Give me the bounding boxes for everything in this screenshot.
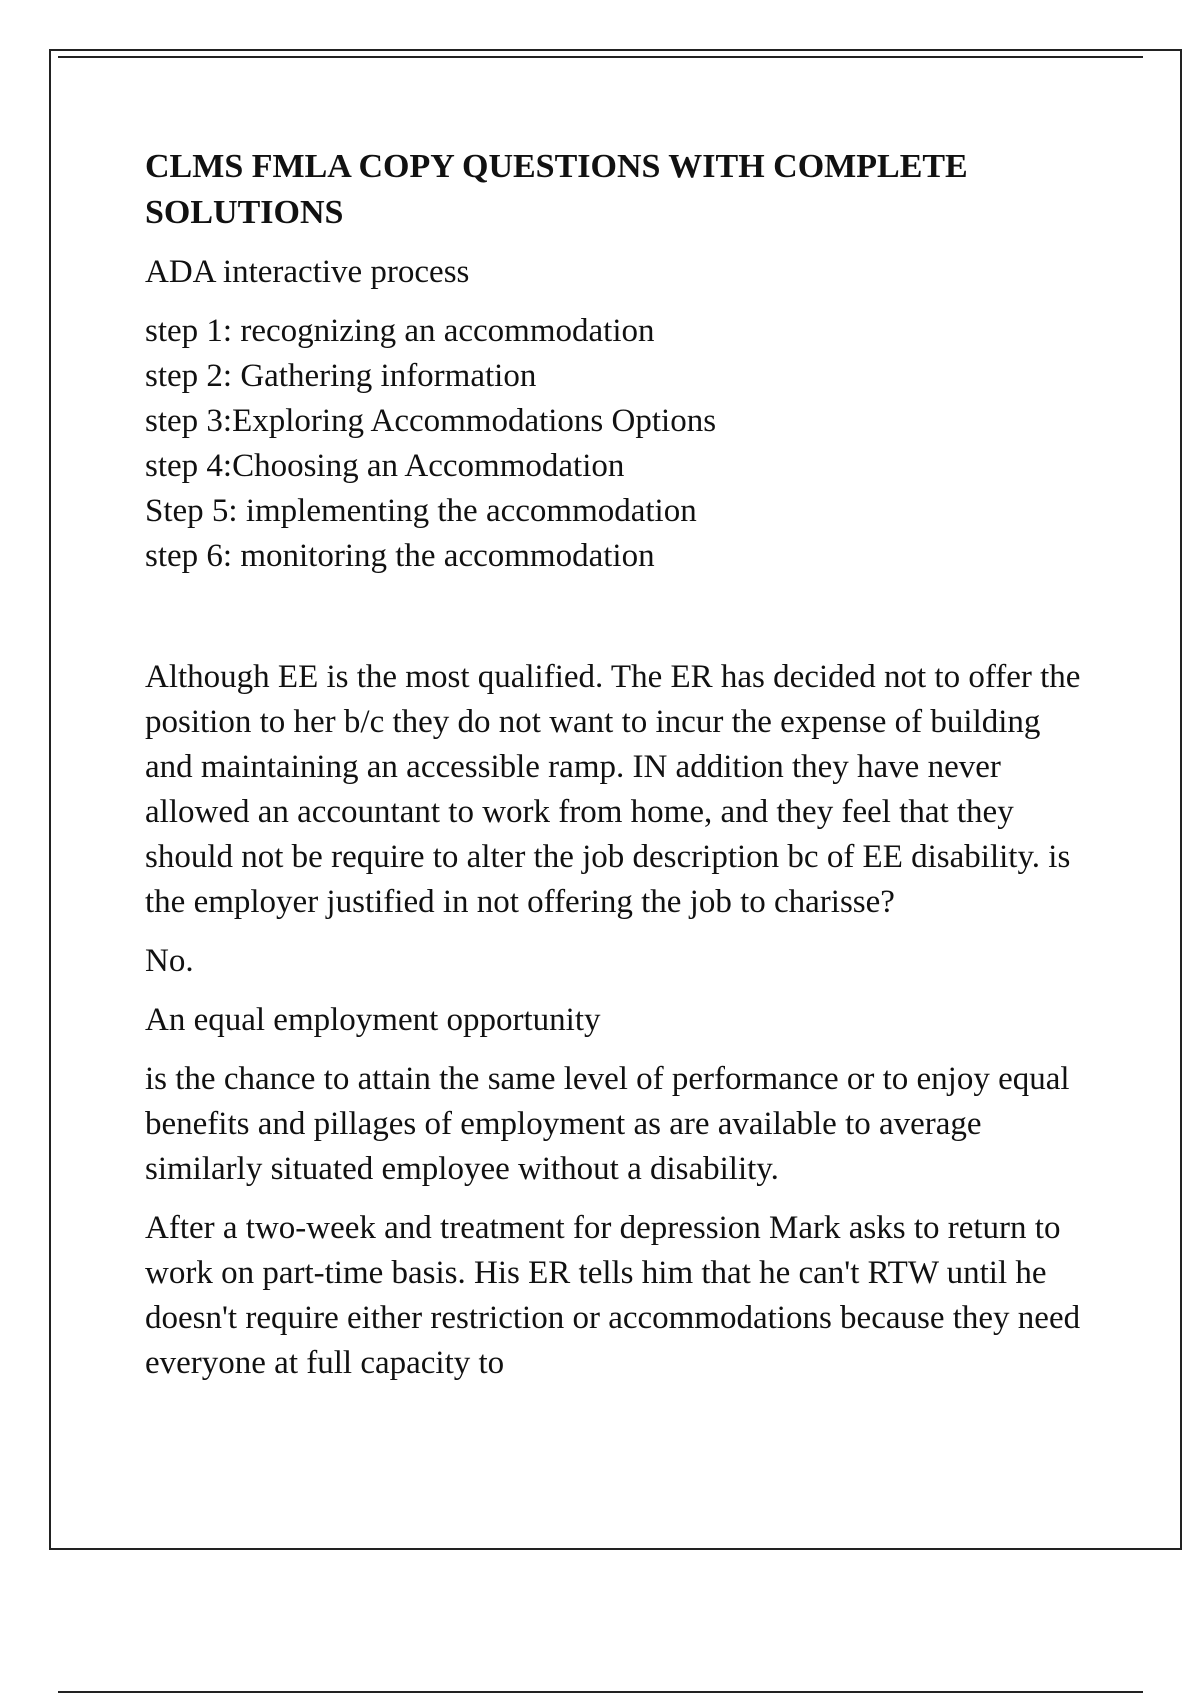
question-accessible-ramp: Although EE is the most qualified. The ER has decided not to offer the position to her b/c they do not want to incur the expense of building and maintaining an accessible ramp. IN addition they have never allowed an accountant to work from home, and they feel that they should not be require to alter the job description bc of EE disability. is the employer justified in not offering the job to charisse?: [145, 659, 1081, 920]
step-item: step 4:Choosing an Accommodation: [145, 448, 625, 484]
document-body: [145, 144, 1095, 1400]
step-item: step 6: monitoring the accommodation: [145, 538, 655, 574]
bottom-rule: [58, 1691, 1143, 1693]
step-item: Step 5: implementing the accommodation: [145, 493, 697, 529]
step-item: step 1: recognizing an accommodation: [145, 313, 655, 349]
section-gap: [145, 579, 1095, 655]
step-item: step 3:Exploring Accommodations Options: [145, 403, 717, 439]
answer-accessible-ramp: No.: [145, 943, 194, 979]
answer-equal-opportunity: is the chance to attain the same level of performance or to enjoy equal benefits and pillages of employment as are available to average similarly situated employee without a disability.: [145, 1061, 1070, 1187]
document-title: CLMS FMLA COPY QUESTIONS WITH COMPLETE SOLUTIONS: [145, 148, 968, 231]
ada-steps-list: [145, 309, 1095, 579]
question-return-to-work: After a two-week and treatment for depression Mark asks to return to work on part-time basis. His ER tells him that he can't RTW until he doesn't require either restriction or accommodations because they need everyone at full capacity to: [145, 1210, 1081, 1381]
question-ada-process: ADA interactive process: [145, 254, 470, 290]
question-equal-opportunity: An equal employment opportunity: [145, 1002, 601, 1038]
step-item: step 2: Gathering information: [145, 358, 537, 394]
